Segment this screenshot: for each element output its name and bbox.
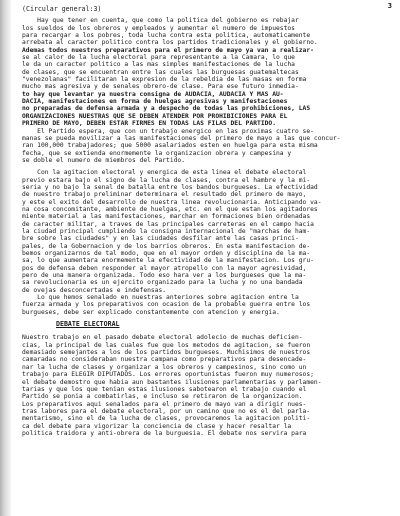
text-line: sa revolucionaria es un ejercito organizado para la lucha y no una bandada (22, 279, 303, 287)
text-line: arrebata al caracter politico contra los partidos tradicionales y el gobierno. (22, 39, 318, 47)
text-line: trabajo para ELEGIR DIPUTADOS. Los errores oportunistas fueron muy numerosos; (22, 371, 314, 379)
text-line: burgueses, debe ser explicado constantemente con atencion y energia. (22, 308, 280, 316)
text-line: camaradas no consideraban nuestra campana como preparativos para desencade- (22, 356, 307, 364)
text-line: fuerza armada y los preparativos con ocasion de la probable guerra entre los (22, 301, 311, 309)
text-line: miente material a las manifestaciones, marchar en formaciones bien ordenadas (22, 213, 311, 221)
circular-label: (Circular general:3) (22, 5, 102, 13)
text-line: los sueldos de los obreros y empleados y aumentar el numero de impuestos (22, 24, 295, 32)
text-line: na cosa concomitante, ambiente de huelgas, etc. en el que estan los agitadores (22, 205, 318, 213)
text-line: pero de una manera organizada. Todo eso hara ver a los burgueses que la ma- (22, 272, 307, 280)
text-line: de ovejas desconcertadas e indefensas. (22, 286, 167, 294)
text-line: el debate demostro que habia aun bastantes ilusiones parlamentarias y parlamen- (22, 378, 322, 386)
text-line: Lo que hemos senalado en nuestras anteriores sobre agitacion entre la (22, 294, 299, 302)
text-line: tarias y que los que tenian estas ilusiones sabotearon el trabajo cuando el (22, 385, 307, 393)
text-line: manas se pueda movilizar a las manifestaciones del primero de mayo a las que concur- (22, 134, 341, 142)
text-line: Nuestro trabajo en el pasado debate electoral adolecio de muchas deficien- (22, 334, 303, 342)
text-line: seria y no bajo la senal de batalla entre los bandos burgueses. La efectividad (22, 183, 318, 191)
text-line: para recargar a los pobres, toda lucha contra esta politica, automaticamente (22, 32, 311, 40)
text-line: fecha, que se extienda enormemente la organizacion obrera y campesina y (22, 149, 292, 157)
paragraph-debate-electoral (22, 334, 386, 437)
text-line: ran 100,000 trabajadores; que 5000 asalariados esten en huelga para esta misma (22, 142, 318, 150)
text-line: cias, la principal de las cuales fue que los metodos de agitacion, se fueron (22, 341, 311, 349)
text-line: pales, de la Gobernacion y de los barrios obreros. En esta manifestacion de- (22, 242, 311, 250)
text-line: se al calor de la lucha electoral para representante a la Camara, lo que (22, 54, 295, 62)
paragraph-agitacion-electoral (22, 169, 386, 294)
text-line: previo estara bajo el signo de la lucha de clases, contra el hambre y la mi- (22, 176, 311, 184)
text-line: "venezolanas" facilitaran la expresion de la rebeldia de las masas en forma (22, 76, 307, 84)
text-line: PRIMERO DE MAYO, DEBEN ESTAR FIRMES EN TODAS LAS FILAS DEL PARTIDO. (22, 120, 277, 128)
text-line: y este el exito del desarrollo de nuestra linea revolucionaria. Anticipando va- (22, 198, 322, 206)
text-line: Ademas todos nuestros preparativos para el primero de mayo ya van a realizar- (22, 46, 314, 54)
text-line: DACIA, manifestaciones en forma de huelgas agresivas y manifestaciones (22, 98, 288, 106)
text-line: de clases, que se encuentran entre las cuales las burguesas guatemaltecas (22, 68, 299, 76)
paragraph-mayo-preparativos (22, 17, 386, 164)
text-line: Los preparativos aqui senalados para el primero de mayo van a dirigir nues- (22, 400, 307, 408)
text-line: pos de defensa deben responder al mayor atropello con la mayor agresividad, (22, 264, 307, 272)
text-line: se doble el numero de miembros del Partido. (22, 156, 186, 164)
text-line: nar la lucha de clases y organizar a los obreros y campesinos, sino como un (22, 363, 307, 371)
text-line: ca del debate para vigorizar la conciencia de clase y hacer resaltar la (22, 422, 292, 430)
text-line: de caracter militar, a traves de las principales carreteras en el campo hacia (22, 220, 314, 228)
paragraph-fuerza-armada (22, 294, 386, 316)
text-line: ORGANIZACIONES NUESTRAS QUE SE DEBEN ATENDER POR PROHIBICIONES PARA EL (22, 112, 288, 120)
text-line: bemos organizarnos de tal modo, que en el mayor orden y disciplina de la ma- (22, 250, 311, 257)
text-line: mentarismo, sino el de la lucha de clases, provocaremos la agitacion politi- (22, 415, 311, 423)
text-line: sa, lo que aumentara enormemente la efectividad de la manifestacion. Los gru- (22, 257, 314, 265)
section-heading-debate-electoral: DEBATE ELECTORAL (56, 320, 120, 329)
text-line: bre sobre las ciudades" y en las ciudades desfilar ante las casas princi- (22, 235, 299, 243)
text-line: Hay que tener en cuenta, que como la politica del gobierno es rebajar (22, 17, 299, 25)
text-line: no preparadas de defensa armada y a despecho de todas las prohibiciones, LAS (22, 105, 311, 113)
text-line: mucho mas agresiva y de senales obrero-de clase. Para ese futuro inmedia- (22, 83, 299, 91)
text-line: Con la agitacion electoral y energica de esta linea el debate electoral (22, 169, 307, 177)
text-line: de nuestro trabajo preliminar determinara el resultado del primero de mayo, (22, 191, 307, 199)
text-line: la ciudad principal cumpliendo la consigna internacional de "marchas de ham- (22, 227, 311, 235)
text-line: El Partido espera, que con un trabajo energico en las proximas cuatro se- (22, 127, 314, 135)
text-line: le da un caracter politico a las mas simples manifestaciones de la lucha (22, 61, 295, 69)
text-line: tras labores para el debate electoral, por un camino que no es el del parla- (22, 407, 311, 415)
page-number: 3 (387, 2, 392, 10)
text-line: demasiado semejantes a los de los partidos burgueses. Muchisimos de nuestros (22, 349, 311, 357)
text-line: Partido se ponia a combatirlas, e incluso se retiraron de la organizacion. (22, 393, 303, 401)
text-line: to hay que levantar ya nuestra consigna de AUDACIA, AUDACIA Y MAS AU- (22, 90, 284, 98)
text-line: politica traidora y anti-obrera de la burguesia. El debate nos servira para (22, 429, 307, 437)
